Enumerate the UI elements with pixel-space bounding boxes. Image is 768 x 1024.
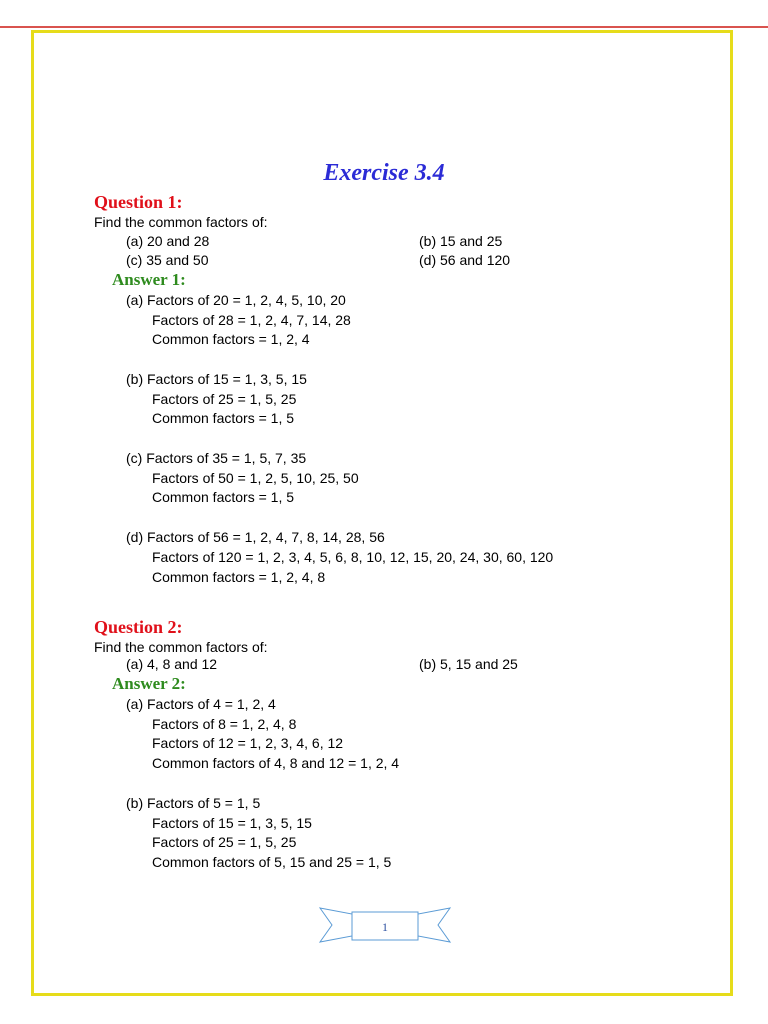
question-1-part-b: (b) 15 and 25 <box>419 233 503 249</box>
question-2-part-b: (b) 5, 15 and 25 <box>419 656 518 672</box>
answer-1d-line-2: Factors of 120 = 1, 2, 3, 4, 5, 6, 8, 10, 12, 15, 20, 24, 30, 60, 120 <box>152 549 554 565</box>
answer-2-label: Answer 2: <box>112 674 186 693</box>
page-number: 1 <box>382 920 388 934</box>
answer-1a-line-3: Common factors = 1, 2, 4 <box>152 331 310 347</box>
question-1-part-a: (a) 20 and 28 <box>126 233 210 249</box>
question-1-part-d: (d) 56 and 120 <box>419 252 511 268</box>
answer-1a-line-2: Factors of 28 = 1, 2, 4, 7, 14, 28 <box>152 312 351 328</box>
page-number-ribbon <box>318 906 452 946</box>
question-2-prompt: Find the common factors of: <box>94 639 268 655</box>
answer-1a-line-1: (a) Factors of 20 = 1, 2, 4, 5, 10, 20 <box>126 292 346 308</box>
answer-2b-line-1: (b) Factors of 5 = 1, 5 <box>126 795 261 811</box>
answer-1b-line-2: Factors of 25 = 1, 5, 25 <box>152 391 297 407</box>
answer-2b-line-4: Common factors of 5, 15 and 25 = 1, 5 <box>152 854 392 870</box>
question-2-label: Question 2: <box>94 617 183 637</box>
question-1-prompt: Find the common factors of: <box>94 214 268 230</box>
page-title: Exercise 3.4 <box>323 160 445 186</box>
answer-1d-line-1: (d) Factors of 56 = 1, 2, 4, 7, 8, 14, 28, 56 <box>126 529 385 545</box>
answer-1d-line-3: Common factors = 1, 2, 4, 8 <box>152 569 326 585</box>
answer-2a-line-1: (a) Factors of 4 = 1, 2, 4 <box>126 696 276 712</box>
answer-1c-line-3: Common factors = 1, 5 <box>152 489 295 505</box>
question-1-part-c: (c) 35 and 50 <box>126 252 209 268</box>
answer-1b-line-1: (b) Factors of 15 = 1, 3, 5, 15 <box>126 371 307 387</box>
answer-2a-line-3: Factors of 12 = 1, 2, 3, 4, 6, 12 <box>152 735 344 751</box>
top-rule <box>0 26 768 28</box>
answer-1c-line-2: Factors of 50 = 1, 2, 5, 10, 25, 50 <box>152 470 359 486</box>
answer-1-label: Answer 1: <box>112 270 186 289</box>
question-2-part-a: (a) 4, 8 and 12 <box>126 656 218 672</box>
answer-1b-line-3: Common factors = 1, 5 <box>152 410 295 426</box>
answer-2b-line-3: Factors of 25 = 1, 5, 25 <box>152 834 297 850</box>
answer-1c-line-1: (c) Factors of 35 = 1, 5, 7, 35 <box>126 450 307 466</box>
question-1-label: Question 1: <box>94 192 183 212</box>
answer-2a-line-4: Common factors of 4, 8 and 12 = 1, 2, 4 <box>152 755 400 771</box>
answer-2a-line-2: Factors of 8 = 1, 2, 4, 8 <box>152 716 297 732</box>
answer-2b-line-2: Factors of 15 = 1, 3, 5, 15 <box>152 815 312 831</box>
